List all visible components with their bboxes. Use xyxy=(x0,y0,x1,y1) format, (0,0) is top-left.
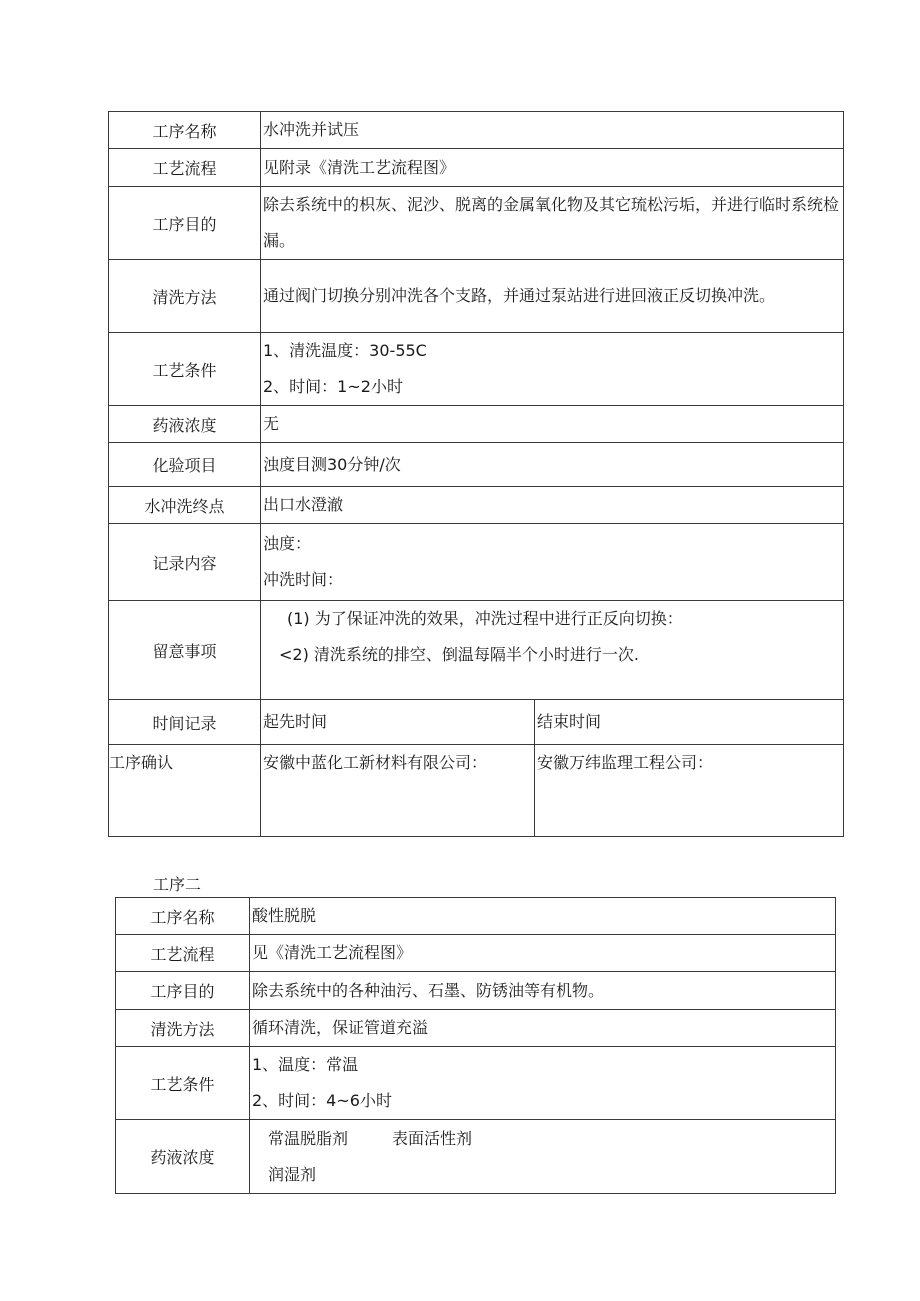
label-process-conditions: 工艺条件 xyxy=(109,333,261,406)
label-flush-endpoint: 水冲洗终点 xyxy=(109,487,261,524)
value-process-purpose-2: 除去系统中的各种油污、石墨、防锈油等有机物。 xyxy=(250,972,836,1010)
label-process-purpose-2: 工序目的 xyxy=(116,972,250,1010)
label-chemical-concentration-2: 药液浓度 xyxy=(116,1120,250,1194)
start-time-cell: 起先时间 xyxy=(261,700,535,745)
label-process-flow: 工艺流程 xyxy=(109,149,261,187)
value-process-flow: 见附录《清洗工艺流程图》 xyxy=(261,149,844,187)
value-chemical-concentration-2 xyxy=(250,1120,836,1194)
condition-temperature: 1、清洗温度：30-55C xyxy=(263,341,427,360)
chem-degreaser: 常温脱脂剂 xyxy=(268,1128,349,1148)
chem-wetting-agent: 润湿剂 xyxy=(268,1164,317,1184)
value-chemical-concentration: 无 xyxy=(261,406,844,443)
label-cleaning-method-2: 清洗方法 xyxy=(116,1010,250,1047)
record-flush-time: 冲洗时间： xyxy=(263,570,344,589)
section2-caption: 工序二 xyxy=(153,875,202,894)
value-record-content xyxy=(261,524,844,601)
record-turbidity: 浊度： xyxy=(263,534,312,553)
note-2: <2) 清洗系统的排空、倒温每隔半个小时进行一次. xyxy=(279,645,640,664)
label-process-conditions-2: 工艺条件 xyxy=(116,1047,250,1120)
condition-temperature-2: 1、温度：常温 xyxy=(252,1055,359,1074)
label-process-purpose: 工序目的 xyxy=(109,187,261,260)
label-test-items: 化验项目 xyxy=(109,443,261,487)
label-time-record: 时间记录 xyxy=(109,700,261,745)
value-process-name: 水冲洗并试压 xyxy=(261,112,844,149)
value-notes xyxy=(261,601,844,700)
value-process-conditions xyxy=(261,333,844,406)
chem-row-1 xyxy=(252,1121,835,1157)
value-process-purpose: 除去系统中的枳灰、泥沙、脱离的金属氧化物及其它琉松污垢，并进行临时系统检漏。 xyxy=(261,187,844,260)
process-table-2 xyxy=(115,897,836,1194)
end-time-cell: 结束时间 xyxy=(535,700,844,745)
value-cleaning-method-2: 循环清洗，保证管道充溢 xyxy=(250,1010,836,1047)
value-test-items: 浊度目测30分钟/次 xyxy=(261,443,844,487)
label-process-confirm: 工序确认 xyxy=(109,745,261,837)
condition-time-2: 2、时间：4~6小时 xyxy=(252,1091,392,1110)
confirm-company-b: 安徽万纬监理工程公司： xyxy=(535,745,844,837)
label-process-name-2: 工序名称 xyxy=(116,898,250,935)
chem-surfactant: 表面活性剂 xyxy=(392,1128,473,1148)
label-cleaning-method: 清洗方法 xyxy=(109,260,261,333)
value-cleaning-method: 通过阀门切换分别冲洗各个支路，并通过泵站进行进回液正反切换冲洗。 xyxy=(261,260,844,333)
confirm-company-a: 安徽中蓝化工新材料有限公司： xyxy=(261,745,535,837)
value-process-name-2: 酸性脱脱 xyxy=(250,898,836,935)
condition-time: 2、时间：1~2小时 xyxy=(263,377,403,396)
label-process-flow-2: 工艺流程 xyxy=(116,935,250,972)
value-process-conditions-2 xyxy=(250,1047,836,1120)
value-process-flow-2: 见《清洗工艺流程图》 xyxy=(250,935,836,972)
label-record-content: 记录内容 xyxy=(109,524,261,601)
label-notes: 留意事项 xyxy=(109,601,261,700)
label-chemical-concentration: 药液浓度 xyxy=(109,406,261,443)
process-table-1 xyxy=(108,111,844,837)
note-1: (1) 为了保证冲洗的效果，冲洗过程中进行正反向切换： xyxy=(287,609,683,628)
value-flush-endpoint: 出口水澄澈 xyxy=(261,487,844,524)
label-process-name: 工序名称 xyxy=(109,112,261,149)
